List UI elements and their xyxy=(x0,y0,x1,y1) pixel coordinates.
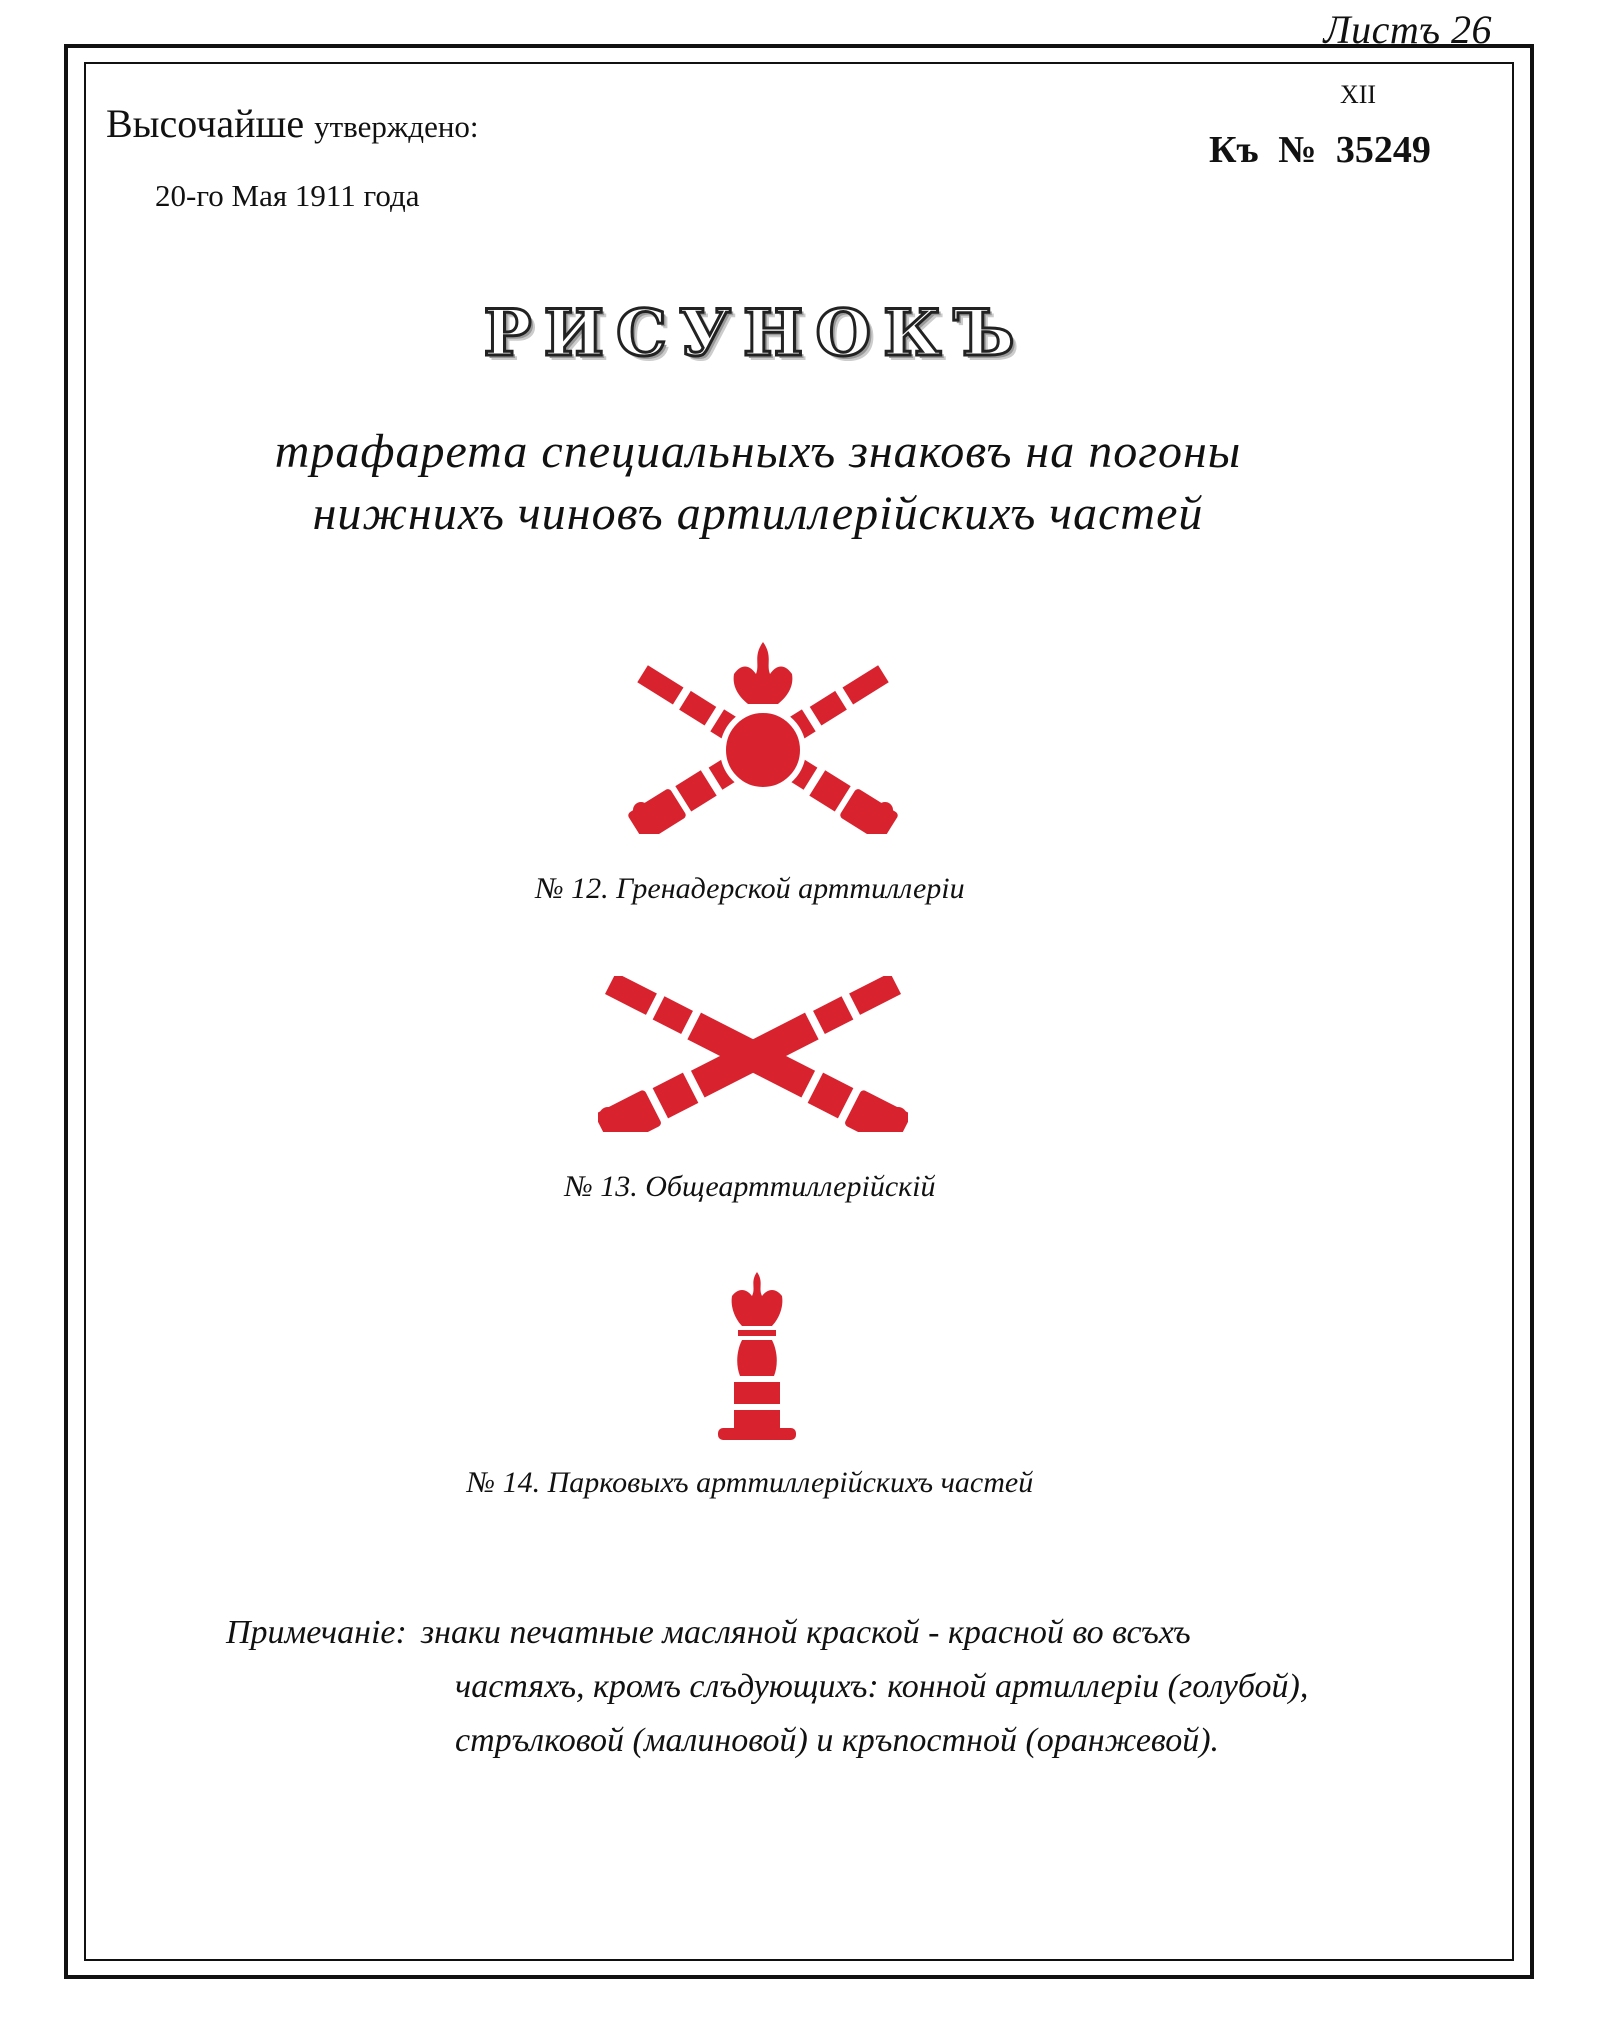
subtitle-line-2: нижнихъ чиновъ артиллерiйскихъ частей xyxy=(312,487,1204,540)
grenadier-artillery-emblem-icon xyxy=(628,634,898,834)
page-title: РИСУНОКЪ xyxy=(483,296,1027,371)
approval-small: утверждено: xyxy=(314,109,479,144)
emblem-caption-13: № 13. Общеарттиллерiйскiй xyxy=(564,1170,936,1203)
subtitle-line-1: трафарета специальныхъ знаковъ на погоны xyxy=(274,425,1242,478)
crossed-cannons-emblem-icon xyxy=(598,976,908,1132)
approval-line xyxy=(106,100,479,147)
note-label: Примечанiе: xyxy=(226,1614,407,1651)
note-line-1 xyxy=(226,1614,1191,1652)
emblem-caption-12: № 12. Гренадерской арттиллерiи xyxy=(535,872,965,905)
law-number: Къ № 35249 xyxy=(1209,129,1431,171)
roman-numeral: XII xyxy=(1340,80,1377,109)
note-text-1: знаки печатные масляной краской - красной во всъхъ xyxy=(420,1614,1191,1651)
approval-date: 20-го Мая 1911 года xyxy=(155,178,420,213)
park-artillery-emblem-icon xyxy=(712,1270,802,1446)
note-line-3: стрълковой (малиновой) и кръпостной (оранжевой). xyxy=(455,1722,1220,1759)
approval-word: Высочайше xyxy=(106,101,305,146)
sheet-label: Листъ 26 xyxy=(1323,7,1492,52)
emblem-caption-14: № 14. Парковыхъ арттиллерiйскихъ частей xyxy=(466,1466,1034,1499)
note-line-2: частяхъ, кромъ слъдующихъ: конной артиллерiи (голубой), xyxy=(455,1668,1309,1705)
